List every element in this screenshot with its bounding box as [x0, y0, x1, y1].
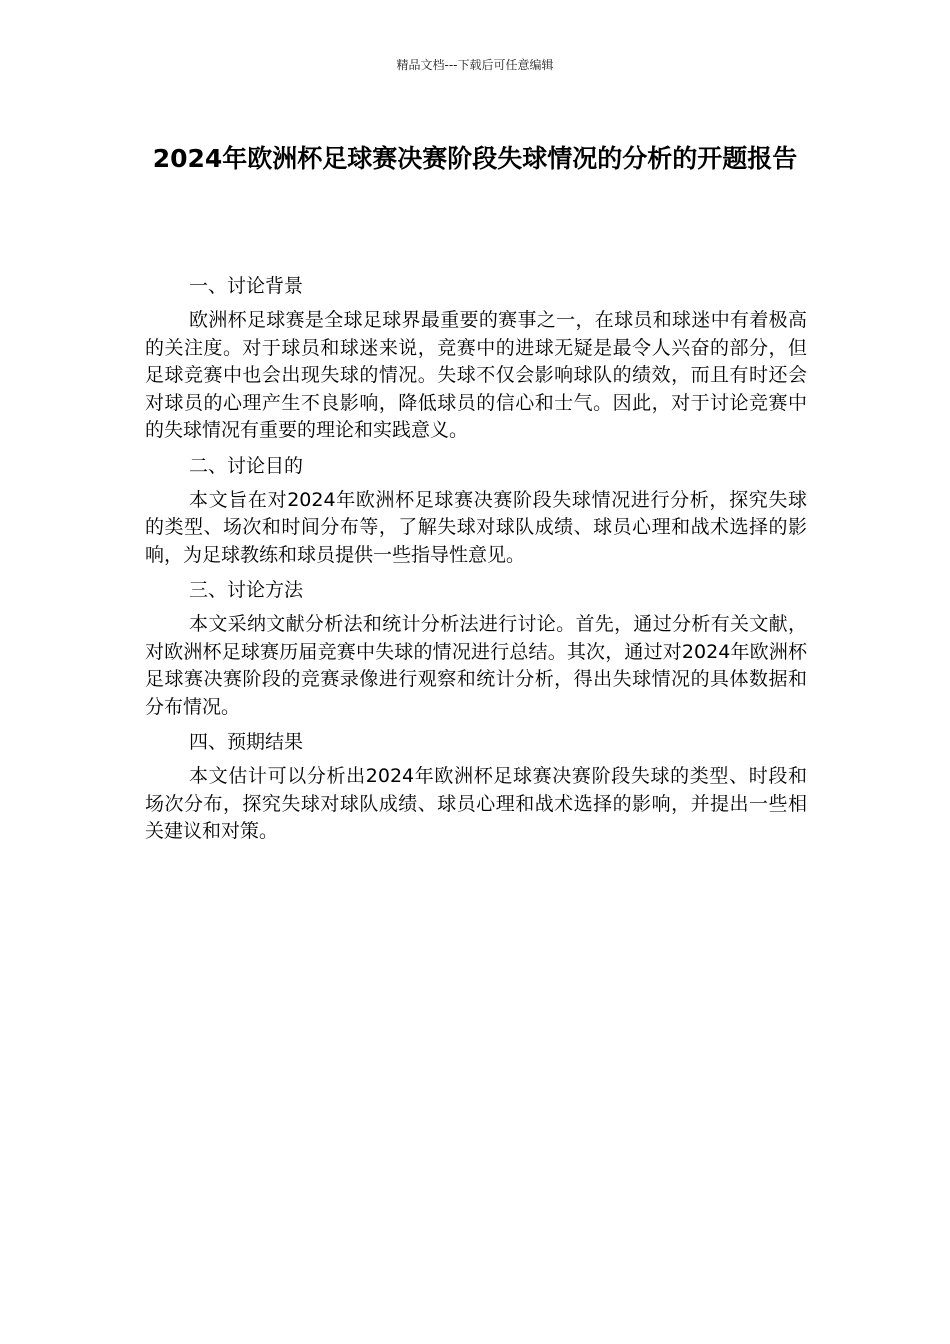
section-method [145, 576, 807, 721]
section-paragraph: 本文采纳文献分析法和统计分析法进行讨论。首先，通过分析有关文献，对欧洲杯足球赛历届竞赛中失球的情况进行总结。其次，通过对2024年欧洲杯足球赛决赛阶段的竞赛录像进行观察和统计分析，得出失球情况的具体数据和分布情况。 [145, 613, 807, 718]
section-expected-results [145, 728, 807, 846]
page-header-note: 精品文档---下载后可任意编辑 [396, 58, 554, 72]
section-heading: 二、讨论目的 [189, 454, 304, 477]
section-paragraph: 欧洲杯足球赛是全球足球界最重要的赛事之一，在球员和球迷中有着极高的关注度。对于球员和球迷来说，竞赛中的进球无疑是最令人兴奋的部分，但足球竞赛中也会出现失球的情况。失球不仅会影响球队的绩效，而且有时还会对球员的心理产生不良影响，降低球员的信心和士气。因此，对于讨论竞赛中的失球情况有重要的理论和实践意义。 [145, 309, 807, 441]
section-paragraph: 本文估计可以分析出2024年欧洲杯足球赛决赛阶段失球的类型、时段和场次分布，探究失球对球队成绩、球员心理和战术选择的影响，并提出一些相关建议和对策。 [145, 765, 807, 842]
section-heading: 一、讨论背景 [189, 275, 304, 297]
section-heading: 三、讨论方法 [189, 579, 304, 601]
section-heading: 四、预期结果 [189, 731, 304, 753]
section-background [145, 272, 807, 445]
document-body [145, 272, 807, 853]
document-title: 2024年欧洲杯足球赛决赛阶段失球情况的分析的开题报告 [152, 144, 798, 173]
section-paragraph: 本文旨在对2024年欧洲杯足球赛决赛阶段失球情况进行分析，探究失球的类型、场次和时间分布等，了解失球对球队成绩、球员心理和战术选择的影响，为足球教练和球员提供一些指导性意见。 [145, 488, 807, 566]
section-purpose [145, 452, 807, 570]
